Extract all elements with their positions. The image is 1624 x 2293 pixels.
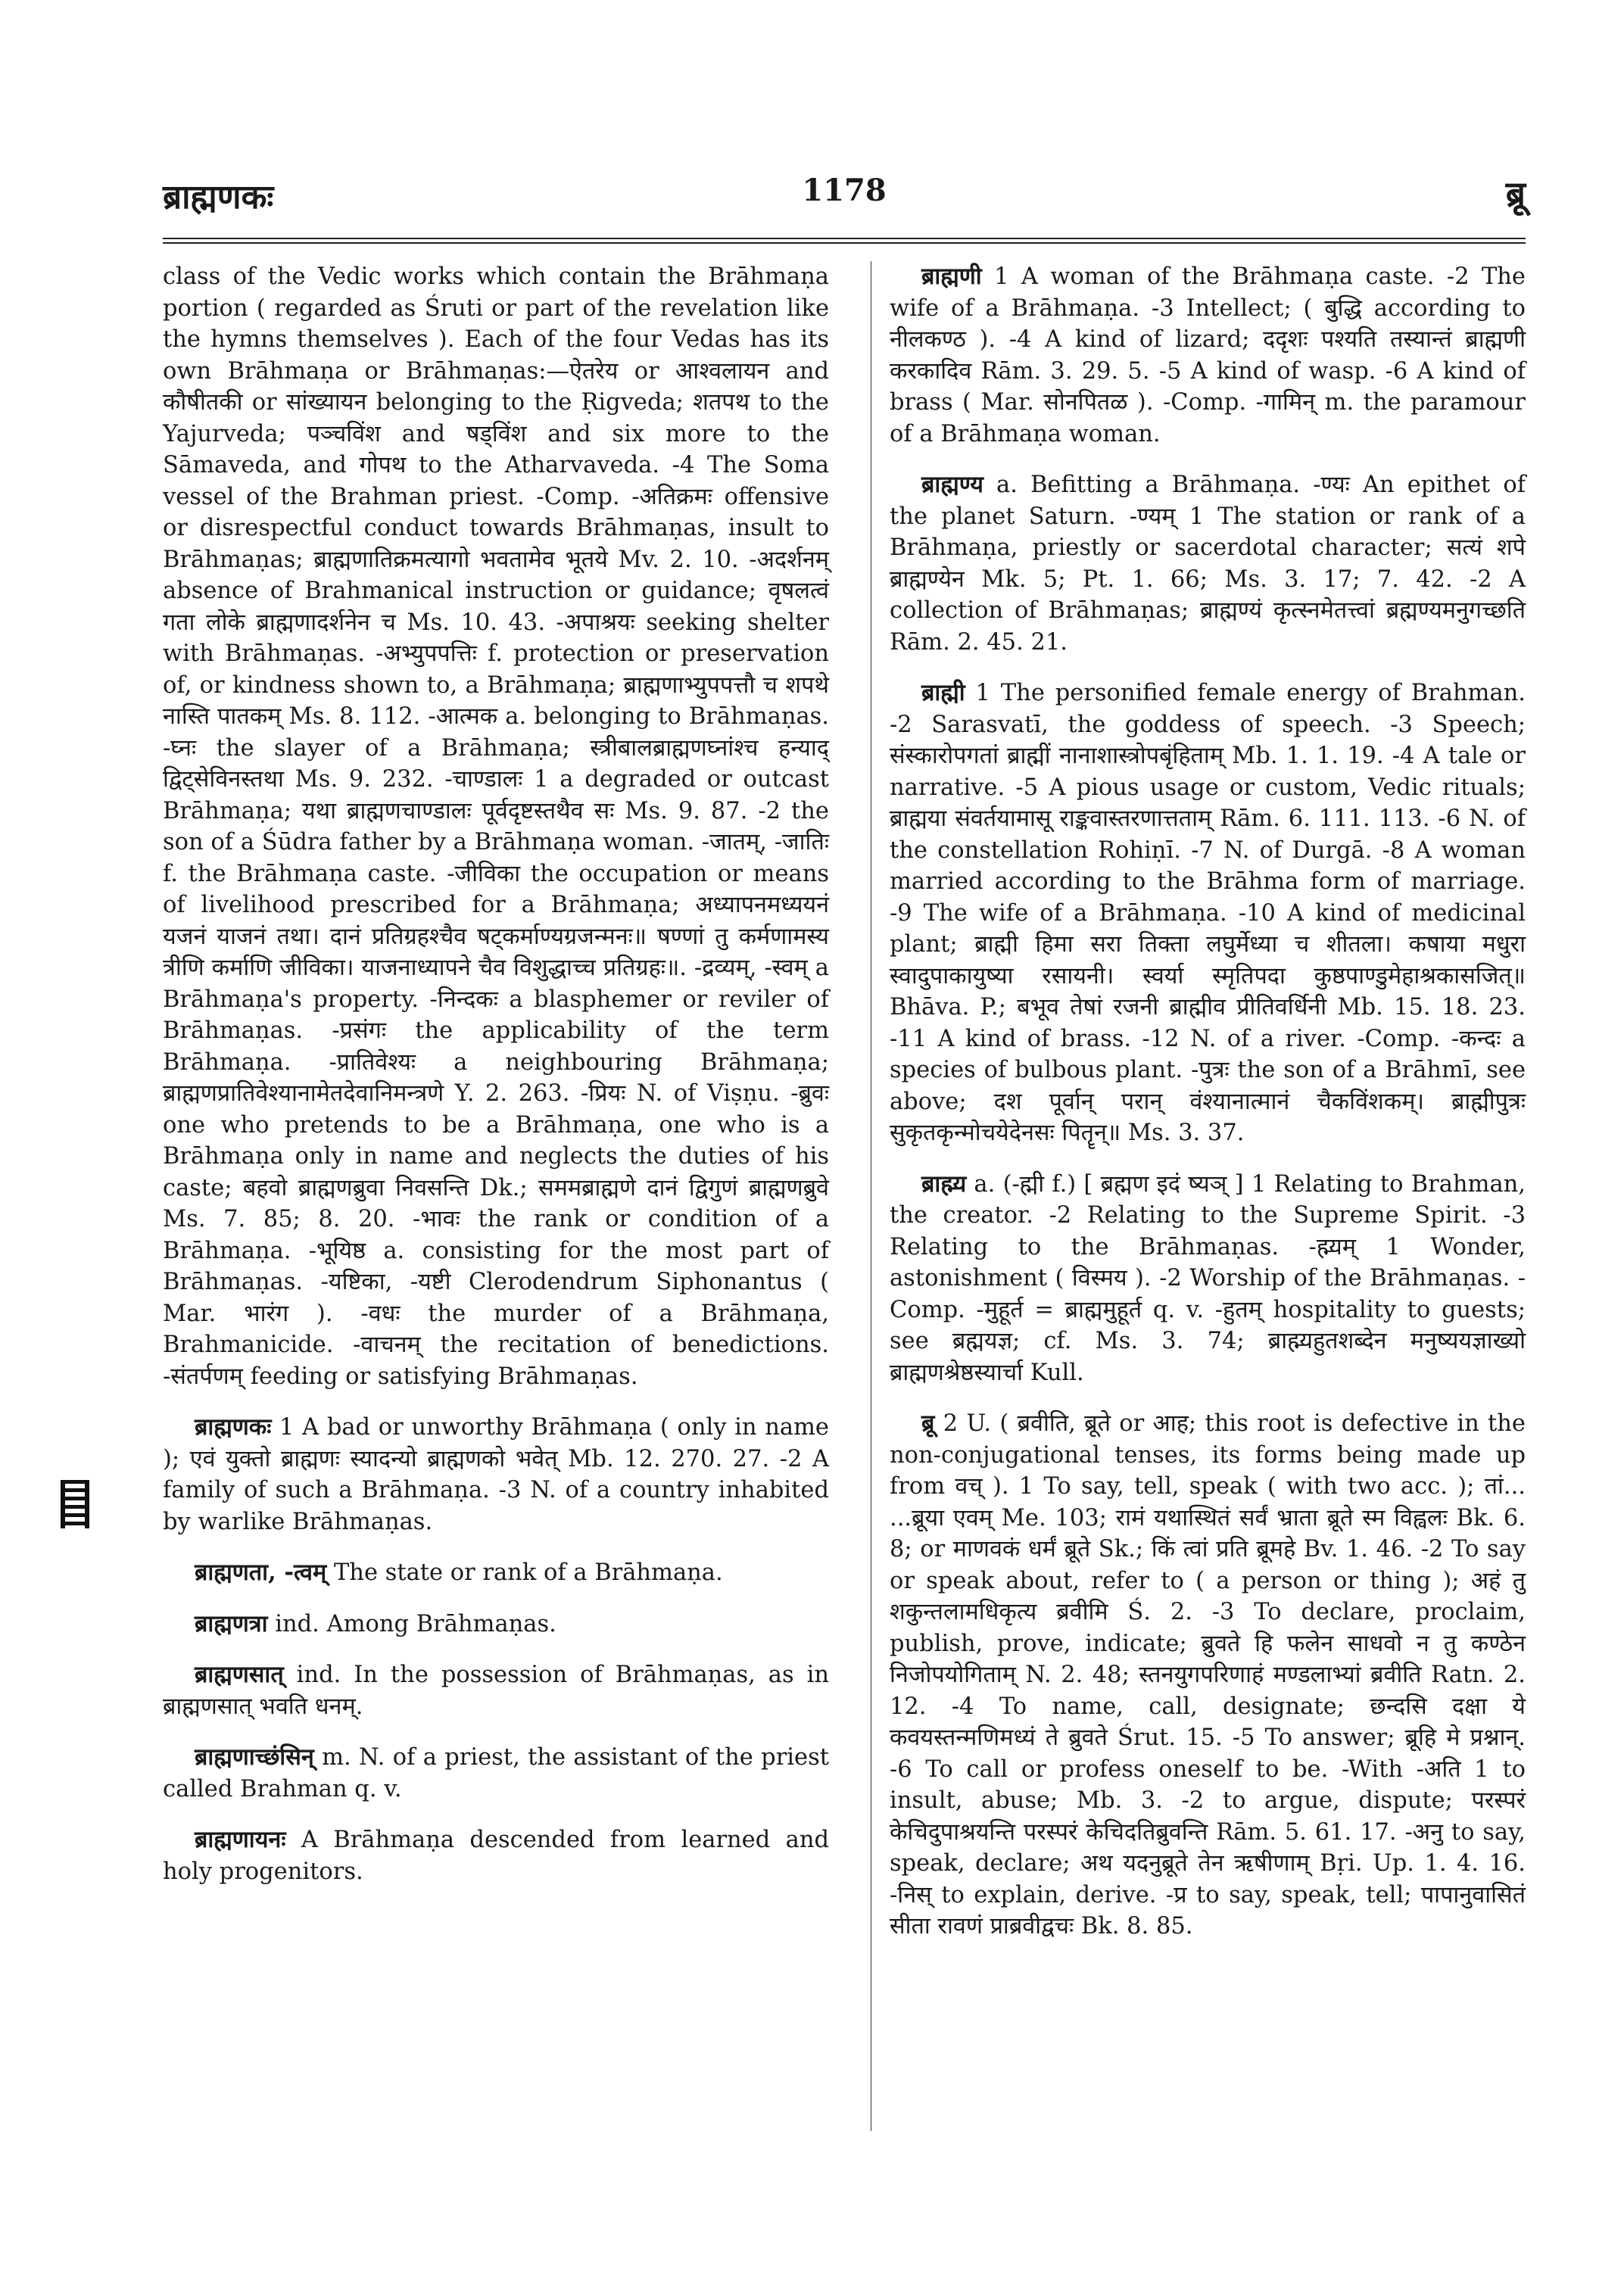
- entry-text: ind. In the possession of Brāhmaṇas, as in ब्राह्मणसात् भवति धनम्.: [163, 1662, 829, 1720]
- page-header: [163, 165, 1526, 218]
- entry-headword: ब्राह्मणसात्: [195, 1661, 284, 1688]
- entry-headword: ब्राह्मण्य: [921, 471, 983, 498]
- dictionary-entry: [890, 1169, 1526, 1389]
- entry-text: 1 A bad or unworthy Brāhmaṇa ( only in name ); एवं युक्तो ब्राह्मणः स्यादन्यो ब्राह्मणको भवेत् Mb. 12. 270. 27. -2 A family of such a Brāhmaṇa. -3 N. of a country inhabited by warlike Brāhmaṇas.: [163, 1414, 829, 1535]
- entry-headword: ब्राह्मणत्रा: [195, 1609, 268, 1637]
- dictionary-entry: [163, 1557, 829, 1589]
- dictionary-entry: [890, 1408, 1526, 1943]
- dictionary-entry: [163, 1742, 829, 1805]
- entry-headword: ब्राह्म्य: [921, 1170, 967, 1198]
- page-number: 1178: [802, 173, 887, 208]
- running-head-right: ब्रू: [1505, 173, 1526, 214]
- dictionary-entry: [163, 1824, 829, 1887]
- dictionary-entry-continuation: [163, 261, 829, 1392]
- entry-headword: ब्राह्मणाच्छंसिन्: [195, 1743, 314, 1771]
- entry-text: 1 A woman of the Brāhmaṇa caste. -2 The wife of a Brāhmaṇa. -3 Intellect; ( बुद्धि according to नीलकण्ठ ). -4 A kind of lizard; ददृशः पश्यति तस्यान्तं ब्राह्मणी करकादिव Rām. 3. 29. 5. -5 A kind of wasp. -6 A kind of brass ( Mar. सोनपितळ ). -Comp. -गामिन् m. the paramour of a Brāhmaṇa woman.: [890, 263, 1526, 447]
- entry-text: 2 U. ( ब्रवीति, ब्रूते or आह; this root is defective in the non-conjugational tenses, its forms being made up from वच् ). 1 To say, tell, speak ( with two acc. ); तां... ...ब्रूया एवम् Me. 103; रामं यथास्थितं सर्वं भ्राता ब्रूते स्म विह्वलः Bk. 6. 8; or माणवकं धर्मं ब्रूते Sk.; किं त्वां प्रति ब्रूमहे Bv. 1. 46. -2 To say or speak about, refer to ( a person or thing ); अहं तु शकुन्तलामधिकृत्य ब्रवीमि Ś. 2. -3 To declare, proclaim, publish, prove, indicate; ब्रुवते हि फलेन साधवो न तु कण्ठेन निजोपयोगिताम् N. 2. 48; स्तनयुगपरिणाहं मण्डलाभ्यां ब्रवीति Ratn. 2. 12. -4 To name, call, designate; छन्दसि दक्षा ये कवयस्तन्मणिमध्यं ते ब्रुवते Śrut. 15. -5 To answer; ब्रूहि मे प्रश्नान्. -6 To call or profess oneself to be. -With -अति 1 to insult, abuse; Mb. 3. -2 to argue, dispute; परस्परं केचिदुपाश्रयन्ति परस्परं केचिदतिब्रुवन्ति Rām. 5. 61. 17. -अनु to say, speak, declare; अथ यदनुब्रूते तेन ऋषीणाम् Bṛi. Up. 1. 4. 16. -निस् to explain, derive. -प्र to say, speak, tell; पापानुवासितं सीता रावणं प्राब्रवीद्वचः Bk. 8. 85.: [890, 1410, 1526, 1939]
- dictionary-entry: [890, 678, 1526, 1149]
- entry-text: a. (-ह्मी f.) [ ब्रह्मण इदं ष्यञ् ] 1 Relating to Brahman, the creator. -2 Relating to the Supreme Spirit. -3 Relating to the Brāhmaṇas. -ह्म्यम् 1 Wonder, astonishment ( विस्मय ). -2 Worship of the Brāhmaṇas. -Comp. -मुहूर्त = ब्राह्ममुहूर्त q. v. -हुतम् hospitality to guests; see ब्रह्मयज्ञ; cf. Ms. 3. 74; ब्राह्म्यहुतशब्देन मनुष्ययज्ञाख्यो ब्राह्मणश्रेष्ठस्यार्चा Kull.: [890, 1170, 1526, 1386]
- margin-mark-icon: [61, 1480, 89, 1528]
- entry-headword: ब्राह्मणी: [921, 263, 982, 290]
- entry-headword: ब्राह्मणकः: [195, 1413, 272, 1441]
- entry-text: m. N. of a priest, the assistant of the priest called Brahman q. v.: [163, 1744, 829, 1802]
- dictionary-entry: [163, 1609, 829, 1640]
- dictionary-entry: [890, 469, 1526, 658]
- entry-text: class of the Vedic works which contain the Brāhmaṇa portion ( regarded as Śruti or part of the revelation like the hymns themselves ). Each of the four Vedas has its own Brāhmaṇa or Brāhmaṇas:—ऐतरेय or आश्वलायन and कौषीतकी or सांख्यायन belonging to the Ṛigveda; शतपथ to the Yajurveda; पञ्चविंश and षड्विंश and six more to the Sāmaveda, and गोपथ to the Atharvaveda. -4 The Soma vessel of the Brahman priest. -Comp. -अतिक्रमः offensive or disrespectful conduct towards Brāhmaṇas, insult to Brāhmaṇas; ब्राह्मणातिक्रमत्यागो भवतामेव भूतये Mv. 2. 10. -अदर्शनम् absence of Brahmanical instruction or guidance; वृषलत्वं गता लोके ब्राह्मणादर्शनेन च Ms. 10. 43. -अपाश्रयः seeking shelter with Brāhmaṇas. -अभ्युपपत्तिः f. protection or preservation of, or kindness shown to, a Brāhmaṇa; ब्राह्मणाभ्युपपत्तौ च शपथे नास्ति पातकम् Ms. 8. 112. -आत्मक a. belonging to Brāhmaṇas. -घ्नः the slayer of a Brāhmaṇa; स्त्रीबालब्राह्मणघ्नांश्च हन्याद् द्विट्सेविनस्तथा Ms. 9. 232. -चाण्डालः 1 a degraded or outcast Brāhmaṇa; यथा ब्राह्मणचाण्डालः पूर्वदृष्टस्तथैव सः Ms. 9. 87. -2 the son of a Śūdra father by a Brāhmaṇa woman. -जातम्, -जातिः f. the Brāhmaṇa caste. -जीविका the occupation or means of livelihood prescribed for a Brāhmaṇa; अध्यापनमध्ययनं यजनं याजनं तथा। दानं प्रतिग्रहश्चैव षट्कर्माण्यग्रजन्मनः॥ षण्णां तु कर्मणामस्य त्रीणि कर्माणि जीविका। याजनाध्यापने चैव विशुद्धाच्च प्रतिग्रहः॥. -द्रव्यम्, -स्वम् a Brāhmaṇa's property. -निन्दकः a blasphemer or reviler of Brāhmaṇas. -प्रसंगः the applicability of the term Brāhmaṇa. -प्रातिवेश्यः a neighbouring Brāhmaṇa; ब्राह्मणप्रातिवेश्यानामेतदेवानिमन्त्रणे Y. 2. 263. -प्रियः N. of Viṣṇu. -ब्रुवः one who pretends to be a Brāhmaṇa, one who is a Brāhmaṇa only in name and neglects the duties of his caste; बहवो ब्राह्मणब्रुवा निवसन्ति Dk.; सममब्राह्मणे दानं द्विगुणं ब्राह्मणब्रुवे Ms. 7. 85; 8. 20. -भावः the rank or condition of a Brāhmaṇa. -भूयिष्ठ a. consisting for the most part of Brāhmaṇas. -यष्टिका, -यष्टी Clerodendrum Siphonantus ( Mar. भारंग ). -वधः the murder of a Brāhmaṇa, Brahmanicide. -वाचनम् the recitation of benedictions. -संतर्पणम् feeding or satisfying Brāhmaṇas.: [163, 263, 829, 1390]
- entry-headword: ब्राह्मी: [921, 679, 965, 706]
- entry-headword: ब्राह्मणता, -त्वम्: [195, 1559, 327, 1586]
- entry-text: A Brāhmaṇa descended from learned and holy progenitors.: [163, 1827, 829, 1885]
- entry-text: a. Befitting a Brāhmaṇa. -ण्यः An epithet of the planet Saturn. -ण्यम् 1 The station or rank of a Brāhmaṇa, priestly or sacerdotal character; सत्यं शपे ब्राह्मण्येन Mk. 5; Pt. 1. 66; Ms. 3. 17; 7. 42. -2 A collection of Brāhmaṇas; ब्राह्मण्यं कृत्स्नमेतत्त्वां ब्रह्मण्यमनुगच्छति Rām. 2. 45. 21.: [890, 472, 1526, 656]
- entry-headword: ब्रू: [921, 1410, 935, 1437]
- dictionary-entry: [163, 1659, 829, 1722]
- left-column: [163, 261, 829, 1907]
- entry-text: The state or rank of a Brāhmaṇa.: [326, 1559, 723, 1586]
- entry-text: ind. Among Brāhmaṇas.: [267, 1610, 556, 1637]
- entry-headword: ब्राह्मणायनः: [195, 1826, 286, 1853]
- dictionary-entry: [890, 261, 1526, 450]
- running-head-left: ब्राह्मणकः: [163, 178, 274, 217]
- header-rule: [163, 238, 1526, 244]
- entry-text: 1 The personified female energy of Brahman. -2 Sarasvatī, the goddess of speech. -3 Speech; संस्कारोपगतां ब्राह्मीं नानाशास्त्रोपबृंहिताम् Mb. 1. 1. 19. -4 A tale or narrative. -5 A pious usage or custom, Vedic rituals; ब्राह्मया संवर्तयामासू राङ्कवास्तरणात्तताम् Rām. 6. 111. 113. -6 N. of the constellation Rohiṇī. -7 N. of Durgā. -8 A woman married according to the Brāhma form of marriage. -9 The wife of a Brāhmaṇa. -10 A kind of medicinal plant; ब्राह्मी हिमा सरा तिक्ता लघुर्मेध्या च शीतला। कषाया मधुरा स्वादुपाकायुष्या रसायनी। स्वर्या स्मृतिपदा कुष्ठपाण्डुमेहाश्रकासजित्॥ Bhāva. P.; बभूव तेषां रजनी ब्राह्मीव प्रीतिवर्धिनी Mb. 15. 18. 23. -11 A kind of brass. -12 N. of a river. -Comp. -कन्दः a species of bulbous plant. -पुत्रः the son of a Brāhmī, see above; दश पूर्वान् परान् वंश्यानात्मानं चैकविंशकम्। ब्राह्मीपुत्रः सुकृतकृन्मोचयेदेनसः पितॄन्॥ Ms. 3. 37.: [890, 680, 1526, 1146]
- dictionary-entry: [163, 1412, 829, 1537]
- right-column: [890, 261, 1526, 1962]
